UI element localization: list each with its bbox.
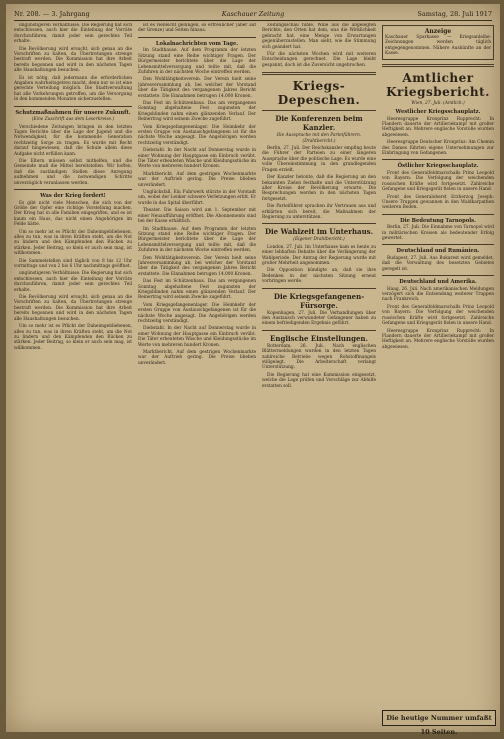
newspaper-page	[6, 4, 500, 736]
article-paragraph: Die Regierung hat eine Kommission eingesetzt, welche die Lage prüfen und Vorschläge zur Abhilfe erstatten soll.	[262, 372, 376, 389]
article-headline: Die Wahlzeit im Unterhaus.	[264, 227, 374, 237]
article-paragraph: Haag, 26. Juli. Nach amerikanischen Meldungen verzögert sich die Entsendung weiterer Truppen nach Frankreich.	[382, 286, 494, 303]
divider	[138, 37, 256, 38]
article-headline: Die Konferenzen beim Kanzler.	[275, 114, 363, 133]
page-header	[14, 8, 492, 21]
article-paragraph: Das Fest im Schützenhaus. Das am vergangenen Sonntag abgehaltene Fest zugunsten der Kriegsblinden nahm einen glänzenden Verlauf. Der Reinertrag wird seinem Zwecke zugeführt.	[138, 100, 256, 123]
divider	[14, 189, 132, 190]
article-paragraph: Der Kanzler betonte, daß die Regierung an den bekannten Zielen festhalte und die Unterstützung aller Kreise der Bevölkerung erwarte. Die Besprechungen werden in den nächsten Tagen fortgesetzt.	[262, 175, 376, 202]
divider	[382, 64, 494, 67]
article-paragraph: Den Wohltätigkeitsverein. Der Verein hielt seine Jahresversammlung ab, bei welcher der Vorstand über die Tätigkeit des vergangenen Jahres Bericht erstattete. Die Einnahmen betrugen 14.000 Kronen.	[138, 77, 256, 99]
article-paragraph: Theater. Die Saison wird am 1. September mit einer Neuaufführung eröffnet. Die Abonnements sind bei der Kasse erhältlich.	[138, 208, 256, 225]
issue-number: Nr. 208. — 3. Jahrgang	[14, 10, 90, 18]
article-headline: Deutschland und Rumänien.	[396, 248, 480, 255]
article-paragraph: Front des Generalfeldmarschalls Prinz Leopold von Bayern: Die Verfolgung der weichenden russischen Kräfte wird fortgesetzt. Zahlreiche Gefangene und Kriegsgerät fielen in unsere Hand.	[382, 170, 494, 193]
divider	[262, 223, 376, 224]
article-paragraph: Den Wohltätigkeitsverein. Der Verein hielt seine Jahresversammlung ab, bei welcher der Vorstand über die Tätigkeit des vergangenen Jahres Bericht erstattete. Die Einnahmen betrugen 14.000 Kronen.	[138, 255, 256, 277]
column-3	[262, 23, 376, 729]
article-paragraph: Zeitungsschau fühle, Wille aus die abgelegten Berichte, den Orten hat dem, was die Wirklichkeit gebracht hat, eine Menge von Erwartungen gegenüberzustellen. Man sieht, wie die Stimmung sich geändert hat.	[262, 23, 376, 50]
column-2	[138, 23, 256, 729]
article-headline: Die Kriegsgefangenen-Fürsorge.	[273, 291, 365, 310]
article-paragraph: Die Opposition kündigte an, daß sie ihre Bedenken in der nächsten Sitzung erneut vorbringen werde.	[262, 268, 376, 285]
divider	[382, 159, 494, 160]
article-headline: Östlicher Kriegsschauplatz.	[397, 163, 479, 170]
article-headline: Deutschland und Amerika.	[399, 279, 477, 286]
article-subtitle: Die Aussprache mit den Parteiführern. (Drahtbericht.)	[276, 133, 362, 144]
article-paragraph: Das Fest im Schützenhaus. Das am vergangenen Sonntag abgehaltene Fest zugunsten der Kriegsblinden nahm einen glänzenden Verlauf. Der Reinertrag wird seinem Zwecke zugeführt.	[138, 279, 256, 301]
divider	[382, 275, 494, 276]
article-paragraph: Im Stadthause. Auf dem Programm der letzten Sitzung stand eine Reihe wichtiger Fragen. Der Bürgermeister berichtete über die Lage der Lebensmittelversorgung und teilte mit, daß die Zufuhren in der nächsten Woche eintreffen werden.	[138, 48, 256, 75]
article-headline: Westlicher Kriegsschauplatz.	[395, 109, 481, 116]
advertisement-title: Anzeige	[424, 28, 452, 35]
article-paragraph: Es gibt nicht viele Menschen, die sich von der Größe der Opfer eine richtige Vorstellung machen. Der Krieg hat in alle Familien eingegriffen, und es ist kaum ein Haus, das nicht einen Angehörigen im Felde hätte.	[14, 200, 132, 228]
section-headline: Amtlicher Kriegsbericht.	[386, 70, 490, 99]
article-headline: Schutzmaßnahmen für unsere Zukunft.	[15, 109, 131, 116]
column-1	[14, 23, 132, 729]
article-paragraph: Diebstahl. In der Nacht auf Donnerstag wurde in einer Wohnung der Hauptgasse ein Einbruch verübt. Die Täter erbeuteten Wäsche und Kleidungsstücke im Werte von mehreren hundert Kronen.	[138, 326, 256, 348]
article-paragraph: Die Eltern müssen selbst mithelfen, und die Gemeinde muß die Mittel bereitstellen. Wir hoffen, daß die zuständigen Stellen diese Anregung aufnehmen und die notwendigen Schritte unverzüglich veranlassen werden.	[14, 159, 132, 186]
article-paragraph: Im Stadthause. Auf dem Programm der letzten Sitzung stand eine Reihe wichtiger Fragen. Der Bürgermeister berichtete über die Lage der Lebensmittelversorgung und teilte mit, daß die Zufuhren in der nächsten Woche eintreffen werden.	[138, 226, 256, 254]
advertisement-text: Kaschauer Sparkasse — Kriegsanleihe-Zeichnungen werden täglich entgegengenommen. Nähere Auskünfte an der Kasse.	[385, 35, 491, 57]
article-paragraph: Die Sammelstellen sind täglich von 8 bis 12 Uhr vormittags und von 2 bis 6 Uhr nachmittags geöffnet.	[14, 258, 132, 270]
article-paragraph: Die Bevölkerung wird ersucht, sich genau an die Vorschriften zu halten, da Übertretungen strenge bestraft werden. Die Kommission hat ihre Arbeit bereits begonnen und wird in den nächsten Tagen alle Haushaltungen besuchen.	[14, 295, 132, 322]
divider	[262, 330, 376, 331]
article-paragraph: Marktbericht. Auf dem gestrigen Wochenmarkte war der Auftrieb gering. Die Preise blieben unverändert.	[138, 171, 256, 188]
article-paragraph: Unglücksfall. Ein Fuhrwerk stürzte in der Vorstadt um, wobei der Lenker schwere Verletzungen erlitt. Er wurde in das Spital überführt.	[138, 190, 256, 206]
article-paragraph: Die Bevölkerung wird ersucht, sich genau an die Vorschriften zu halten, da Übertretungen strenge bestraft werden. Die Kommission hat ihre Arbeit bereits begonnen und wird in den nächsten Tagen alle Haushaltungen besuchen.	[14, 46, 132, 74]
article-paragraph: Die Parteiführer sprachen ihr Vertrauen aus und erklärten sich bereit, die Maßnahmen der Regierung zu unterstützen.	[262, 204, 376, 220]
article-paragraph: Front des Generaloberst Erzherzog Joseph: Unsere Truppen gewannen in den Waldkarpathen weiteren Boden.	[382, 194, 494, 211]
article-subtitle: (Eigener Drahtbericht.)	[293, 237, 345, 243]
column-4	[382, 23, 494, 707]
article-paragraph: Rotterdam, 26. Juli. Nach englischen Blättermeldungen wurden in den letzten Tagen zahlreiche Betriebe wegen Rohstoffmangels stillgelegt. Die Arbeiterschaft verlangt Unterstützung.	[262, 343, 376, 371]
article-paragraph: ungünstigeren Verhältnisse. Die Regierung hat sich entschlossen, auch hier die Einteilung der Vorräte durchzuführen, damit jeder sein gerechtes Teil erhalte.	[14, 23, 132, 45]
section-headline: Kriegs-Depeschen.	[277, 79, 361, 108]
article-paragraph: ungünstigeren Verhältnisse. Die Regierung hat sich entschlossen, auch hier die Einteilung der Vorräte durchzuführen, damit jeder sein gerechtes Teil erhalte.	[14, 271, 132, 293]
article-headline: Englische Einstellungen.	[270, 333, 368, 343]
article-paragraph: Heeresgruppe Deutscher Kronprinz: Am Chemin des Dames führten eigene Unternehmungen zur Einbringung von Gefangenen.	[382, 140, 494, 156]
article-headline: Was der Krieg fordert!	[40, 193, 106, 200]
article-paragraph: Berlin, 27. Juli. Der Reichskanzler empfing heute die Führer der Parteien zu einer längeren Aussprache über die politische Lage. Es wurde eine volle Übereinstimmung in den grundlegenden Fragen erzielt.	[262, 146, 376, 173]
issue-date: Samstag, 28. Juli 1917	[417, 10, 492, 18]
article-paragraph: Um so mehr ist es Pflicht der Daheimgebliebenen, alles zu tun, was in ihren Kräften steht, um die Not zu lindern und den Kämpfenden den Rücken zu stärken. Jeder Beitrag, so klein er auch sein mag, ist willkommen.	[14, 324, 132, 351]
divider	[262, 288, 376, 289]
divider	[262, 72, 376, 75]
divider	[382, 214, 494, 215]
paper-title: Kaschauer Zeitung	[221, 10, 285, 18]
divider	[14, 106, 132, 107]
article-paragraph: Diebstahl. In der Nacht auf Donnerstag wurde in einer Wohnung der Hauptgasse ein Einbruch verübt. Die Täter erbeuteten Wäsche und Kleidungsstücke im Werte von mehreren hundert Kronen.	[138, 148, 256, 170]
article-subtitle: (Eine Zuschrift aus dem Leserkreise.)	[31, 117, 115, 123]
divider	[382, 244, 494, 245]
article-headline: Lokalnachrichten vom Tage.	[155, 40, 239, 47]
article-paragraph: Marktbericht. Auf dem gestrigen Wochenmarkte war der Auftrieb gering. Die Preise blieben unverändert.	[138, 350, 256, 366]
article-paragraph: Verschiedene Zeitungen bringen in den letzten Tagen Berichte über die Lage der Jugend und die Notwendigkeit, für die kommende Generation rechtzeitig Sorge zu tragen. Es wurde mit Recht darauf hingewiesen, daß die Schule allein diese Aufgabe nicht erfüllen kann.	[14, 124, 132, 157]
advertisement-box	[382, 25, 494, 60]
article-paragraph: London, 27. Juli. Im Unterhause kam es heute zu einer lebhaften Debatte über die Verlängerung der Wahlperiode. Der Antrag der Regierung wurde mit großer Mehrheit angenommen.	[262, 244, 376, 266]
article-headline: Die Bedeutung Tarnopols.	[400, 217, 476, 224]
article-paragraph: Vom Kriegsgefangenenlager. Die Heimkehr der ersten Gruppe von Austauschgefangenen ist für die nächste Woche angesagt. Die Angehörigen werden rechtzeitig verständigt.	[138, 302, 256, 324]
page-count-banner: Die heutige Nummer umfaßt 10 Seiten.	[382, 710, 496, 726]
article-paragraph: Berlin, 27. Juli. Die Einnahme von Tarnopol wird in militärischen Kreisen als bedeutender Erfolg gewertet.	[382, 225, 494, 242]
article-paragraph: Kopenhagen, 27. Juli. Die Verhandlungen über den Austausch verwundeter Gefangener haben zu einem befriedigenden Ergebnis geführt.	[262, 310, 376, 327]
article-paragraph: Es ist nötig, daß jedermann die erforderlichen Angaben wahrheitsgetreu macht, denn nur so ist eine gerechte Verteilung möglich. Die Stadtverwaltung hat alle Vorkehrungen getroffen, um die Versorgung in den kommenden Monaten sicherzustellen.	[14, 75, 132, 103]
article-paragraph: Heeresgruppe Kronprinz Rupprecht: In Flandern dauerte der Artilleriekampf mit großer Heftigkeit an. Mehrere englische Vorstöße wurden abgewiesen.	[382, 328, 494, 350]
article-paragraph: Um so mehr ist es Pflicht der Daheimgebliebenen, alles zu tun, was in ihren Kräften steht, um die Not zu lindern und den Kämpfenden den Rücken zu stärken. Jeder Beitrag, so klein er auch sein mag, ist willkommen.	[14, 229, 132, 257]
article-paragraph: Für die nächsten Wochen wird mit weiteren Entscheidungen gerechnet. Die Lage bleibt gespannt, doch ist die Zuversicht ungebrochen.	[262, 52, 376, 68]
article-paragraph: Vom Kriegsgefangenenlager. Die Heimkehr der ersten Gruppe von Austauschgefangenen ist für die nächste Woche angesagt. Die Angehörigen werden rechtzeitig verständigt.	[138, 124, 256, 146]
article-paragraph: Heeresgruppe Kronprinz Rupprecht: In Flandern dauerte der Artilleriekampf mit großer Heftigkeit an. Mehrere englische Vorstöße wurden abgewiesen.	[382, 116, 494, 138]
article-subtitle: Wien, 27. Juli. (Amtlich.)	[411, 100, 465, 106]
article-paragraph: Front des Generalfeldmarschalls Prinz Leopold von Bayern: Die Verfolgung der weichenden russischen Kräfte wird fortgesetzt. Zahlreiche Gefangene und Kriegsgerät fielen in unsere Hand.	[382, 304, 494, 327]
article-paragraph: Budapest, 27. Juli. Aus Bukarest wird gemeldet, daß die Verwaltung des besetzten Gebietes geregelt ist.	[382, 255, 494, 272]
article-paragraph: ist es vielleicht gelungen, so erfreulicher (aber auf der Grenze) und Seiten hinaus.	[138, 23, 256, 34]
divider	[262, 110, 376, 111]
